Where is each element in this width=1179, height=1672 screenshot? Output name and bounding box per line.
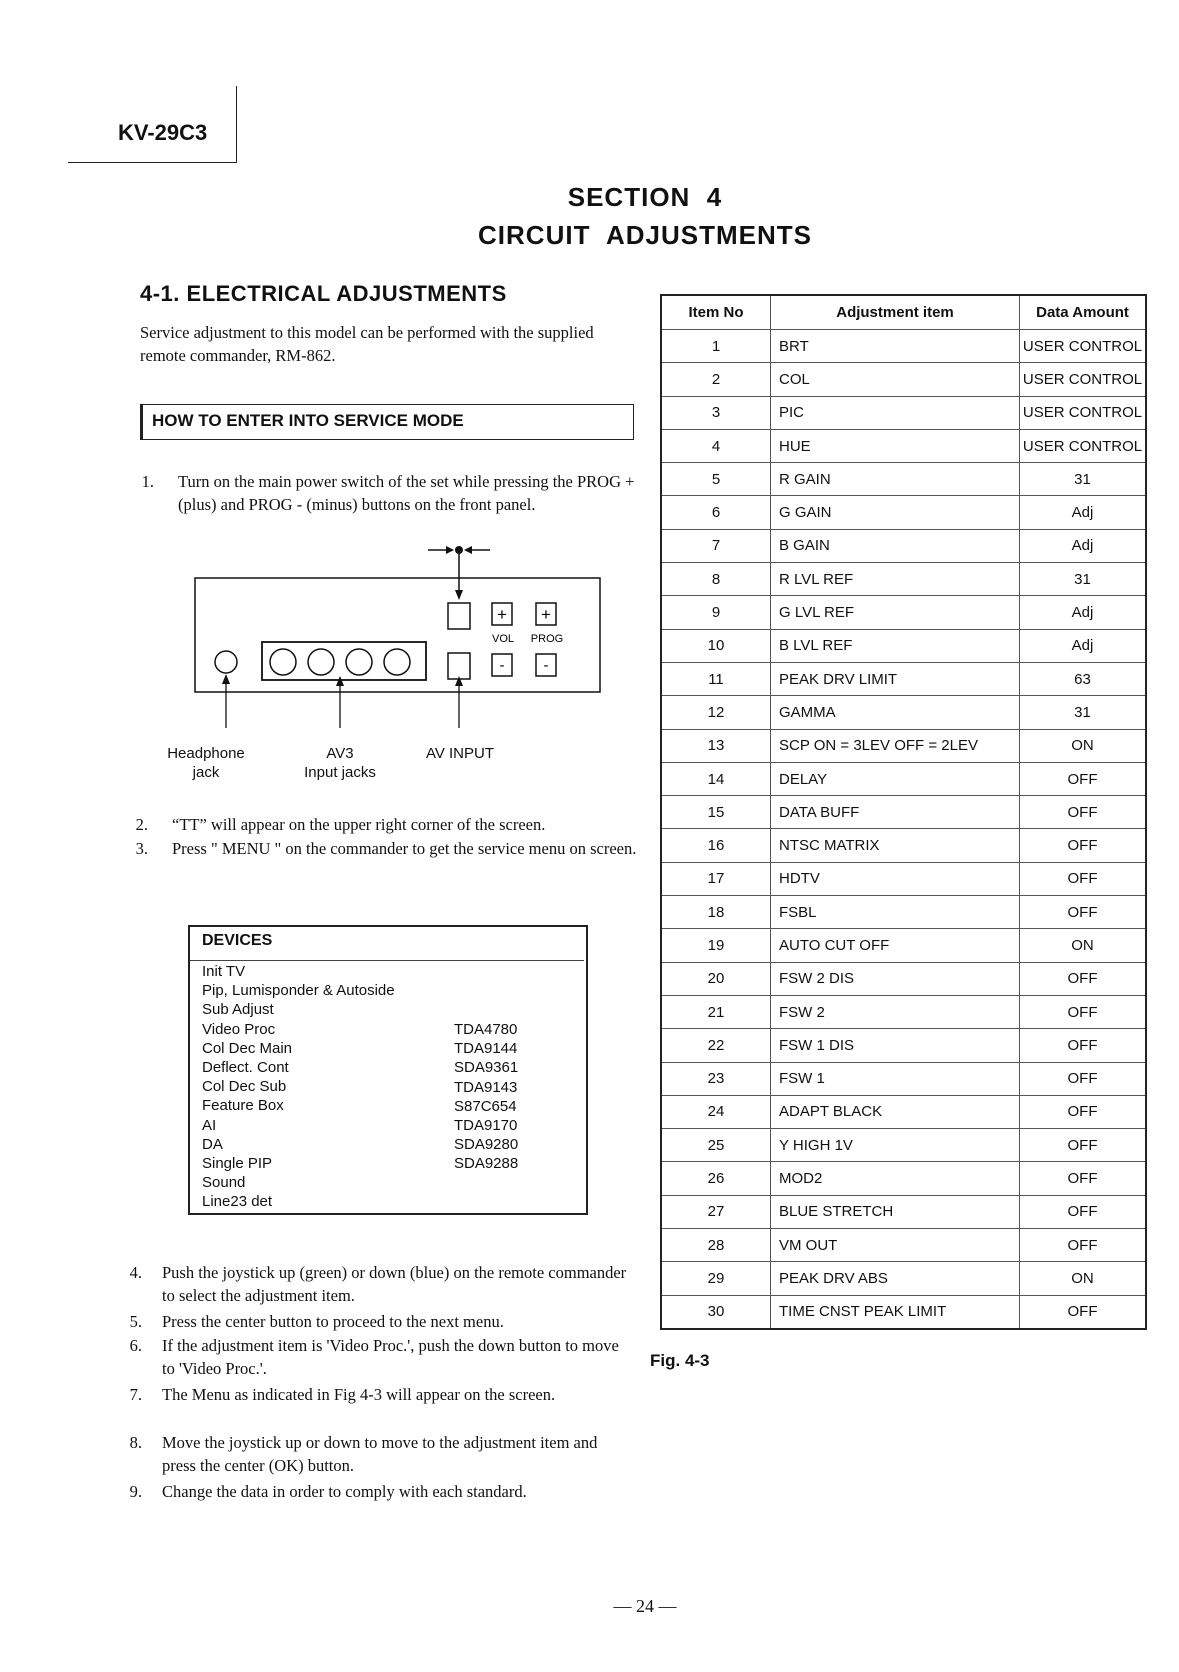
device-item: Single PIP [202, 1155, 273, 1173]
step-number: 1. [141, 472, 154, 491]
av3-jack-icon [270, 649, 296, 675]
prog-plus-label: + [541, 605, 551, 624]
data-amount-cell: ON [1020, 729, 1147, 762]
step-number: 8. [129, 1433, 142, 1452]
data-amount-cell: USER CONTROL [1020, 429, 1147, 462]
column-header: Item No [661, 295, 771, 330]
data-amount-cell: OFF [1020, 962, 1147, 995]
adjustment-table [660, 294, 1147, 1330]
adjustment-item-cell: G GAIN [771, 496, 1020, 529]
table-row [661, 1029, 1146, 1062]
adjustment-item-cell: R GAIN [771, 463, 1020, 496]
table-row [661, 363, 1146, 396]
device-chip: SDA9361 [454, 1059, 519, 1077]
step-number: 7. [129, 1385, 142, 1404]
step-text: “TT” will appear on the upper right corner of the screen. [172, 815, 546, 834]
item-number-cell: 12 [661, 696, 771, 729]
adjustment-item-cell: FSW 2 DIS [771, 962, 1020, 995]
item-number-cell: 9 [661, 596, 771, 629]
device-chip: TDA9144 [454, 1040, 518, 1058]
av3-label-line1: AV3 [326, 745, 354, 762]
device-item: Col Dec Sub [202, 1078, 287, 1096]
table-row [661, 696, 1146, 729]
data-amount-cell: OFF [1020, 1162, 1147, 1195]
step-6 [128, 1334, 628, 1380]
adjustment-item-cell: PEAK DRV ABS [771, 1262, 1020, 1295]
data-amount-cell: ON [1020, 929, 1147, 962]
intro-paragraph: Service adjustment to this model can be performed with the supplied remote commander, RM-862. [140, 323, 594, 365]
item-number-cell: 11 [661, 662, 771, 695]
device-item: Line23 det [202, 1193, 273, 1211]
device-chip: S87C654 [454, 1097, 517, 1115]
adjustment-item-cell: R LVL REF [771, 563, 1020, 596]
item-number-cell: 21 [661, 995, 771, 1028]
table-row [661, 862, 1146, 895]
headphone-jack-icon [215, 651, 237, 673]
section-number: SECTION 4 [567, 182, 723, 212]
data-amount-cell: Adj [1020, 529, 1147, 562]
av3-label [285, 744, 395, 782]
data-amount-cell: OFF [1020, 862, 1147, 895]
data-amount-cell: OFF [1020, 1295, 1147, 1329]
item-number-cell: 13 [661, 729, 771, 762]
column-header: Data Amount [1020, 295, 1147, 330]
adjustment-item-cell: BRT [771, 330, 1020, 363]
adjustment-item-cell: B LVL REF [771, 629, 1020, 662]
step-5 [128, 1310, 628, 1333]
device-item: Feature Box [202, 1097, 284, 1115]
device-chip: TDA9170 [454, 1117, 518, 1135]
data-amount-cell: OFF [1020, 796, 1147, 829]
table-row [661, 496, 1146, 529]
data-amount-cell: OFF [1020, 1129, 1147, 1162]
table-row [661, 729, 1146, 762]
step-text: Press the center button to proceed to the next menu. [162, 1312, 504, 1331]
item-number-cell: 20 [661, 962, 771, 995]
step-number: 9. [129, 1482, 142, 1501]
device-chip: TDA4780 [454, 1021, 518, 1038]
device-item: Col Dec Main [202, 1039, 293, 1057]
item-number-cell: 17 [661, 862, 771, 895]
device-item: Video Proc [202, 1020, 276, 1038]
data-amount-cell: USER CONTROL [1020, 363, 1147, 396]
data-amount-cell: OFF [1020, 1029, 1147, 1062]
device-item: Pip, Lumisponder & Autoside [202, 982, 395, 1000]
data-amount-cell: 31 [1020, 563, 1147, 596]
item-number-cell: 23 [661, 1062, 771, 1095]
figure-label: Fig. 4-3 [650, 1351, 710, 1370]
step-1 [140, 470, 660, 516]
adjustment-item-cell: DATA BUFF [771, 796, 1020, 829]
table-row [661, 962, 1146, 995]
step-number: 3. [135, 839, 148, 858]
item-number-cell: 2 [661, 363, 771, 396]
data-amount-cell: Adj [1020, 496, 1147, 529]
data-amount-cell: OFF [1020, 1062, 1147, 1095]
adjustment-item-cell: HDTV [771, 862, 1020, 895]
table-row [661, 1229, 1146, 1262]
device-item: AI [202, 1116, 217, 1134]
table-row [661, 629, 1146, 662]
step-number: 5. [129, 1312, 142, 1331]
table-header-row [661, 295, 1146, 330]
table-row [661, 762, 1146, 795]
devices-title: DEVICES [202, 932, 273, 949]
step-8 [128, 1431, 628, 1477]
table-row [661, 1195, 1146, 1228]
item-number-cell: 6 [661, 496, 771, 529]
press-arrows-icon [428, 546, 490, 600]
item-number-cell: 14 [661, 762, 771, 795]
device-chip: TDA9143 [454, 1078, 518, 1096]
adjustment-item-cell: B GAIN [771, 529, 1020, 562]
data-amount-cell: USER CONTROL [1020, 396, 1147, 429]
adjustment-item-cell: FSBL [771, 896, 1020, 929]
table-row [661, 829, 1146, 862]
adjustment-item-cell: Y HIGH 1V [771, 1129, 1020, 1162]
headphone-label [156, 744, 256, 782]
table-row [661, 1129, 1146, 1162]
device-chip: SDA9280 [454, 1136, 519, 1154]
item-number-cell: 28 [661, 1229, 771, 1262]
headphone-label-line2: jack [192, 764, 220, 781]
table-row [661, 896, 1146, 929]
item-number-cell: 4 [661, 429, 771, 462]
table-row [661, 1095, 1146, 1128]
item-number-cell: 30 [661, 1295, 771, 1329]
item-number-cell: 8 [661, 563, 771, 596]
adjustment-item-cell: COL [771, 363, 1020, 396]
step-number: 6. [129, 1336, 142, 1355]
table-row [661, 563, 1146, 596]
data-amount-cell: Adj [1020, 596, 1147, 629]
step-3 [134, 837, 654, 860]
av3-label-line2: Input jacks [304, 764, 376, 781]
data-amount-cell: OFF [1020, 762, 1147, 795]
step-7 [128, 1383, 628, 1406]
device-item: Sound [202, 1174, 246, 1192]
adjustment-item-cell: G LVL REF [771, 596, 1020, 629]
step-text: Push the joystick up (green) or down (blue) on the remote commander to select the adjustment item. [162, 1263, 627, 1305]
item-number-cell: 3 [661, 396, 771, 429]
vol-minus-label: - [499, 657, 505, 674]
item-number-cell: 15 [661, 796, 771, 829]
table-row [661, 330, 1146, 363]
item-number-cell: 7 [661, 529, 771, 562]
data-amount-cell: 31 [1020, 463, 1147, 496]
data-amount-cell: OFF [1020, 1195, 1147, 1228]
av3-jack-icon [346, 649, 372, 675]
data-amount-cell: ON [1020, 1262, 1147, 1295]
vol-label: VOL [491, 633, 515, 645]
step-text: Change the data in order to comply with each standard. [162, 1482, 527, 1501]
item-number-cell: 19 [661, 929, 771, 962]
adjustment-item-cell: PEAK DRV LIMIT [771, 662, 1020, 695]
device-item: Deflect. Cont [202, 1059, 289, 1077]
column-header: Adjustment item [771, 295, 1020, 330]
table-row [661, 429, 1146, 462]
step-text: Press " MENU " on the commander to get the service menu on screen. [172, 839, 637, 858]
item-number-cell: 22 [661, 1029, 771, 1062]
table-row [661, 1295, 1146, 1329]
step-2 [134, 813, 654, 836]
item-number-cell: 29 [661, 1262, 771, 1295]
table-row [661, 596, 1146, 629]
data-amount-cell: 63 [1020, 662, 1147, 695]
table-row [661, 929, 1146, 962]
data-amount-cell: 31 [1020, 696, 1147, 729]
service-mode-title: HOW TO ENTER INTO SERVICE MODE [152, 411, 464, 430]
table-body [661, 330, 1146, 1329]
table-row [661, 995, 1146, 1028]
item-number-cell: 1 [661, 330, 771, 363]
prog-label: PROG [530, 633, 564, 645]
item-number-cell: 10 [661, 629, 771, 662]
device-item: Sub Adjust [202, 1001, 274, 1019]
prog-minus-label: - [543, 657, 549, 674]
power-switch-icon [448, 603, 470, 629]
data-amount-cell: OFF [1020, 829, 1147, 862]
adjustment-item-cell: MOD2 [771, 1162, 1020, 1195]
table-row [661, 662, 1146, 695]
item-number-cell: 24 [661, 1095, 771, 1128]
av-input-label: AV INPUT [425, 745, 495, 762]
section-title [0, 178, 1179, 254]
devices-list [202, 962, 395, 1212]
adjustment-item-cell: FSW 1 DIS [771, 1029, 1020, 1062]
page-number: — 24 — [613, 1596, 677, 1616]
electrical-adjustments-heading: 4-1. ELECTRICAL ADJUSTMENTS [140, 281, 507, 306]
data-amount-cell: OFF [1020, 995, 1147, 1028]
item-number-cell: 26 [661, 1162, 771, 1195]
step-4 [128, 1261, 628, 1307]
front-panel-diagram [180, 538, 610, 738]
item-number-cell: 27 [661, 1195, 771, 1228]
device-chip: SDA9288 [454, 1155, 519, 1173]
table-row [661, 1162, 1146, 1195]
step-9 [128, 1480, 628, 1503]
step-text: If the adjustment item is 'Video Proc.', push the down button to move to 'Video Proc.'. [162, 1336, 619, 1378]
adjustment-item-cell: GAMMA [771, 696, 1020, 729]
adjustment-item-cell: AUTO CUT OFF [771, 929, 1020, 962]
data-amount-cell: USER CONTROL [1020, 330, 1147, 363]
step-number: 4. [129, 1263, 142, 1282]
step-text: Turn on the main power switch of the set while pressing the PROG + (plus) and PROG - (minus) buttons on the front panel. [178, 472, 635, 514]
adjustment-item-cell: DELAY [771, 762, 1020, 795]
adjustment-item-cell: ADAPT BLACK [771, 1095, 1020, 1128]
data-amount-cell: OFF [1020, 1229, 1147, 1262]
step-number: 2. [135, 815, 148, 834]
devices-divider [190, 960, 584, 961]
section-name: CIRCUIT ADJUSTMENTS [478, 220, 812, 250]
item-number-cell: 5 [661, 463, 771, 496]
table-row [661, 796, 1146, 829]
device-item: DA [202, 1135, 223, 1153]
adjustment-item-cell: HUE [771, 429, 1020, 462]
adjustment-item-cell: PIC [771, 396, 1020, 429]
item-number-cell: 16 [661, 829, 771, 862]
headphone-label-line1: Headphone [167, 745, 245, 762]
item-number-cell: 25 [661, 1129, 771, 1162]
adjustment-item-cell: BLUE STRETCH [771, 1195, 1020, 1228]
adjustment-item-cell: FSW 2 [771, 995, 1020, 1028]
model-number: KV-29C3 [118, 120, 208, 145]
table-row [661, 1262, 1146, 1295]
table-row [661, 396, 1146, 429]
adjustment-item-cell: NTSC MATRIX [771, 829, 1020, 862]
data-amount-cell: OFF [1020, 896, 1147, 929]
adjustment-item-cell: SCP ON = 3LEV OFF = 2LEV [771, 729, 1020, 762]
item-number-cell: 18 [661, 896, 771, 929]
adjustment-item-cell: FSW 1 [771, 1062, 1020, 1095]
table-row [661, 529, 1146, 562]
vol-plus-label: + [497, 605, 507, 624]
step-text: Move the joystick up or down to move to the adjustment item and press the center (OK) button. [162, 1433, 598, 1475]
data-amount-cell: OFF [1020, 1095, 1147, 1128]
av-input-switch-icon [448, 653, 470, 679]
callout-arrows-icon [222, 674, 463, 728]
device-item: Init TV [202, 963, 246, 980]
av3-jack-icon [384, 649, 410, 675]
table-row [661, 1062, 1146, 1095]
devices-chip-list [454, 1020, 518, 1174]
adjustment-item-cell: VM OUT [771, 1229, 1020, 1262]
av3-jack-icon [308, 649, 334, 675]
adjustment-item-cell: TIME CNST PEAK LIMIT [771, 1295, 1020, 1329]
step-text: The Menu as indicated in Fig 4-3 will appear on the screen. [162, 1385, 556, 1404]
data-amount-cell: Adj [1020, 629, 1147, 662]
table-row [661, 463, 1146, 496]
